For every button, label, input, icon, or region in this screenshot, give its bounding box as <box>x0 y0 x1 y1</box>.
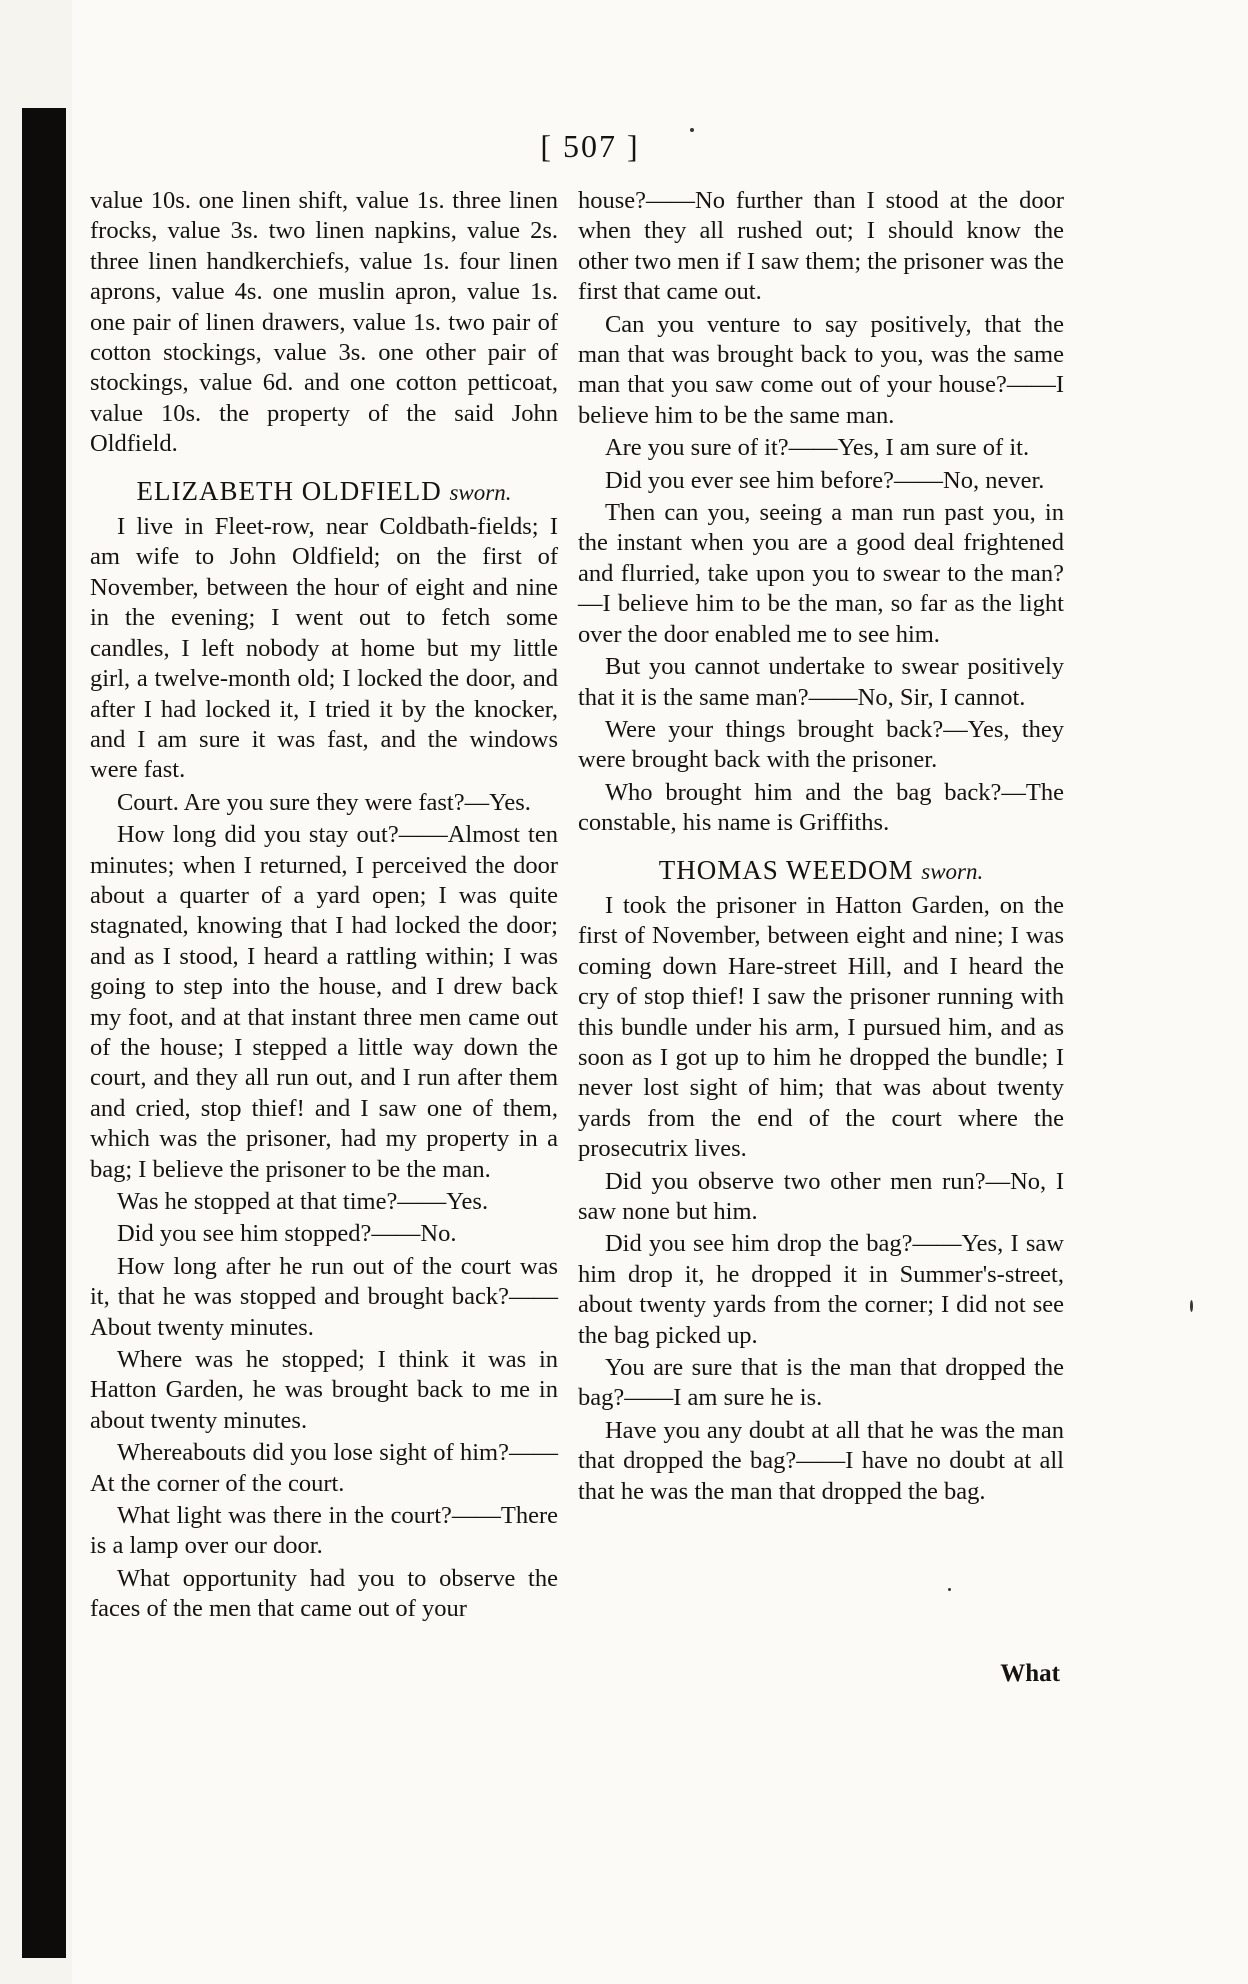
testimony-paragraph: Where was he stopped; I think it was in Hatton Garden, he was brought back to me in about twenty minutes. <box>90 1346 558 1434</box>
testimony-paragraph: Was he stopped at that time?——Yes. <box>116 1188 489 1215</box>
left-column <box>90 186 558 1625</box>
scan-speck <box>1190 1300 1193 1312</box>
testimony-paragraph: Then can you, seeing a man run past you, in the instant when you are a good deal frightened and flurried, take upon you to swear to the man?—I believe him to be the man, so far as the light over the door enabled me to see him. <box>578 499 1064 648</box>
testimony-paragraph: Were your things brought back?—Yes, they were brought back with the prisoner. <box>578 715 1064 774</box>
binding-shadow <box>22 108 66 1958</box>
testimony-paragraph: What light was there in the court?——There is a lamp over our door. <box>90 1502 558 1560</box>
testimony-paragraph: Did you observe two other men run?—No, I saw none but him. <box>578 1167 1064 1225</box>
testimony-paragraph: Are you sure of it?——Yes, I am sure of it. <box>604 434 1030 462</box>
witness-heading <box>90 476 558 508</box>
testimony-paragraph: You are sure that is the man that dropped the bag?——I am sure he is. <box>578 1354 1064 1412</box>
testimony-paragraph: But you cannot undertake to swear positively that it is the same man?——No, Sir, I cannot. <box>578 653 1064 711</box>
scan-speck <box>690 128 694 132</box>
testimony-paragraph: Did you see him drop the bag?——Yes, I saw him drop it, he dropped it in Summer's-street, about twenty yards from the corner; I did not see the bag picked up. <box>578 1230 1064 1349</box>
testimony-paragraph: Who brought him and the bag back?—The constable, his name is Griffiths. <box>578 778 1064 837</box>
witness-name: THOMAS WEEDOM <box>658 854 914 885</box>
testimony-paragraph: How long after he run out of the court was it, that he was stopped and brought back?——About twenty minutes. <box>90 1252 558 1341</box>
testimony-paragraph: What opportunity had you to observe the faces of the men that came out of your <box>90 1564 558 1623</box>
scan-speck <box>948 1588 951 1591</box>
testimony-paragraph: Whereabouts did you lose sight of him?——At the corner of the court. <box>90 1439 558 1497</box>
testimony-paragraph: How long did you stay out?——Almost ten minutes; when I returned, I perceived the door about a quarter of a yard open; I was quite stagnated, knowing that I had locked the door; and as I stood, I heard a rattling within; I was going to step into the house, and I drew back my foot, and at that instant three men came out of the house; I stepped a little way down the court, and they all run out, and I run after them and cried, stop thief! and I saw one of them, which was the prisoner, had my property in a bag; I believe the prisoner to be the man. <box>90 821 558 1183</box>
testimony-paragraph: I took the prisoner in Hatton Garden, on the first of November, between eight and nine; I was coming down Hare-street Hill, and I heard the cry of stop thief! I saw the prisoner running with this bundle under his arm, I pursued him, and as soon as I got up to him he dropped the bundle; I never lost sight of him; that was about twenty yards from the end of the court where the prosecutrix lives. <box>578 891 1064 1163</box>
testimony-paragraph: Did you ever see him before?——No, never. <box>604 466 1045 494</box>
catchword: What <box>1000 1660 1060 1687</box>
witness-role: sworn. <box>449 479 512 505</box>
testimony-paragraph: house?——No further than I stood at the door when they all rushed out; I should know the other two men if I saw them; the prisoner was the first that came out. <box>578 187 1064 306</box>
testimony-paragraph: Have you any doubt at all that he was the man that dropped the bag?——I have no doubt at all that he was the man that dropped the bag. <box>578 1416 1064 1505</box>
testimony-paragraph: value 10s. one linen shift, value 1s. three linen frocks, value 3s. two linen napkins, value 2s. three linen handkerchiefs, value 1s. four linen aprons, value 4s. one muslin apron, value 1s. one pair of linen drawers, value 1s. two pair of cotton stockings, value 3s. one other pair of stockings, value 6d. and one cotton petticoat, value 10s. the property of the said John Oldfield. <box>90 187 558 458</box>
testimony-paragraph: I live in Fleet-row, near Coldbath-fields; I am wife to John Oldfield; on the first of November, between the hour of eight and nine in the evening; I went out to fetch some candles, I left nobody at home but my little girl, a twelve-month old; I locked the door, and after I had locked it, I tried it by the knocker, and I am sure it was fast, and the windows were fast. <box>90 513 558 784</box>
testimony-paragraph: Can you venture to say positively, that the man that was brought back to you, was the same man that you saw come out of your house?——I believe him to be the same man. <box>578 310 1064 429</box>
page-number: [ 507 ] <box>540 128 640 164</box>
witness-name: ELIZABETH OLDFIELD <box>136 475 442 506</box>
witness-heading <box>578 855 1064 887</box>
right-column <box>578 186 1064 1507</box>
witness-role: sworn. <box>921 858 984 884</box>
testimony-paragraph: Court. Are you sure they were fast?—Yes. <box>116 788 531 816</box>
testimony-paragraph: Did you see him stopped?——No. <box>116 1220 457 1248</box>
